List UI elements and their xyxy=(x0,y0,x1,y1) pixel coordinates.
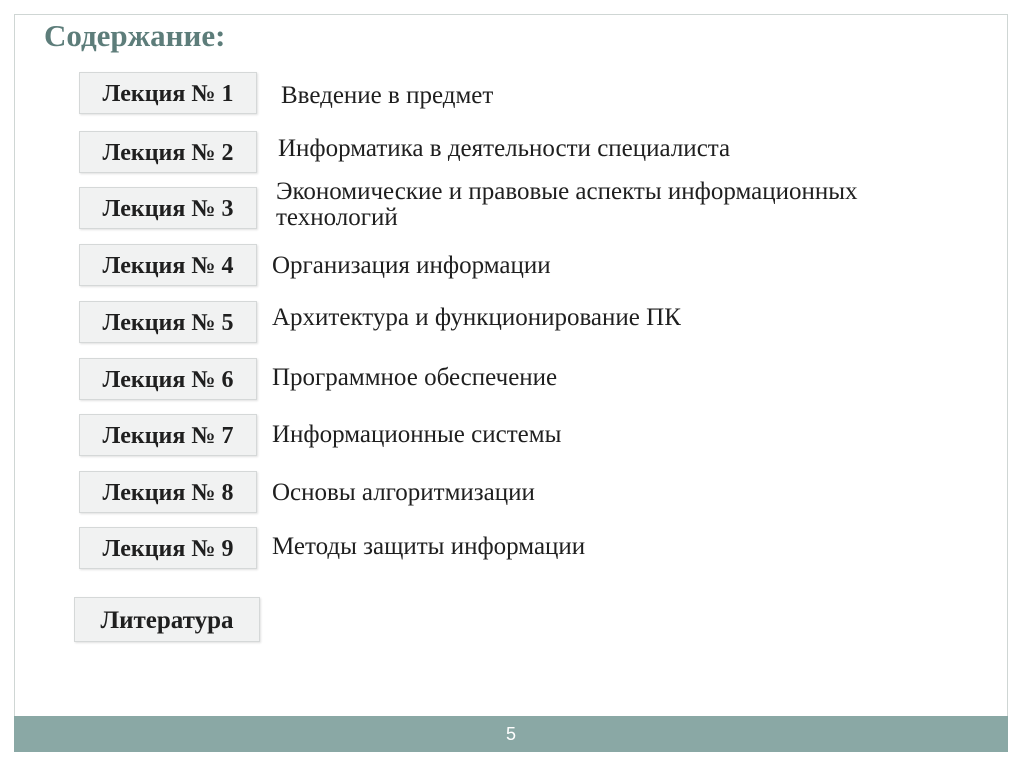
lecture-6-topic: Программное обеспечение xyxy=(272,364,558,391)
literature-button[interactable]: Литература xyxy=(74,597,260,642)
lecture-1-button[interactable]: Лекция № 1 xyxy=(79,72,257,114)
lecture-3-topic-line2: технологий xyxy=(276,204,398,231)
lecture-8-topic: Основы алгоритмизации xyxy=(272,479,535,506)
footer-bar xyxy=(14,716,1008,752)
lecture-3-topic-line1: Экономические и правовые аспекты информационных xyxy=(276,178,858,205)
lecture-9-topic: Методы защиты информации xyxy=(272,533,586,560)
lecture-5-button[interactable]: Лекция № 5 xyxy=(79,301,257,343)
lecture-7-button[interactable]: Лекция № 7 xyxy=(79,414,257,456)
lecture-8-button[interactable]: Лекция № 8 xyxy=(79,471,257,513)
lecture-1-topic: Введение в предмет xyxy=(281,82,494,109)
lecture-4-topic: Организация информации xyxy=(272,252,551,279)
lecture-4-button[interactable]: Лекция № 4 xyxy=(79,244,257,286)
lecture-5-topic: Архитектура и функционирование ПК xyxy=(272,304,681,331)
lecture-9-button[interactable]: Лекция № 9 xyxy=(79,527,257,569)
lecture-2-button[interactable]: Лекция № 2 xyxy=(79,131,257,173)
page-number: 5 xyxy=(505,724,516,744)
lecture-6-button[interactable]: Лекция № 6 xyxy=(79,358,257,400)
slide-title: Содержание: xyxy=(44,18,226,53)
lecture-2-topic: Информатика в деятельности специалиста xyxy=(278,135,731,162)
lecture-3-button[interactable]: Лекция № 3 xyxy=(79,187,257,229)
lecture-7-topic: Информационные системы xyxy=(272,421,562,448)
